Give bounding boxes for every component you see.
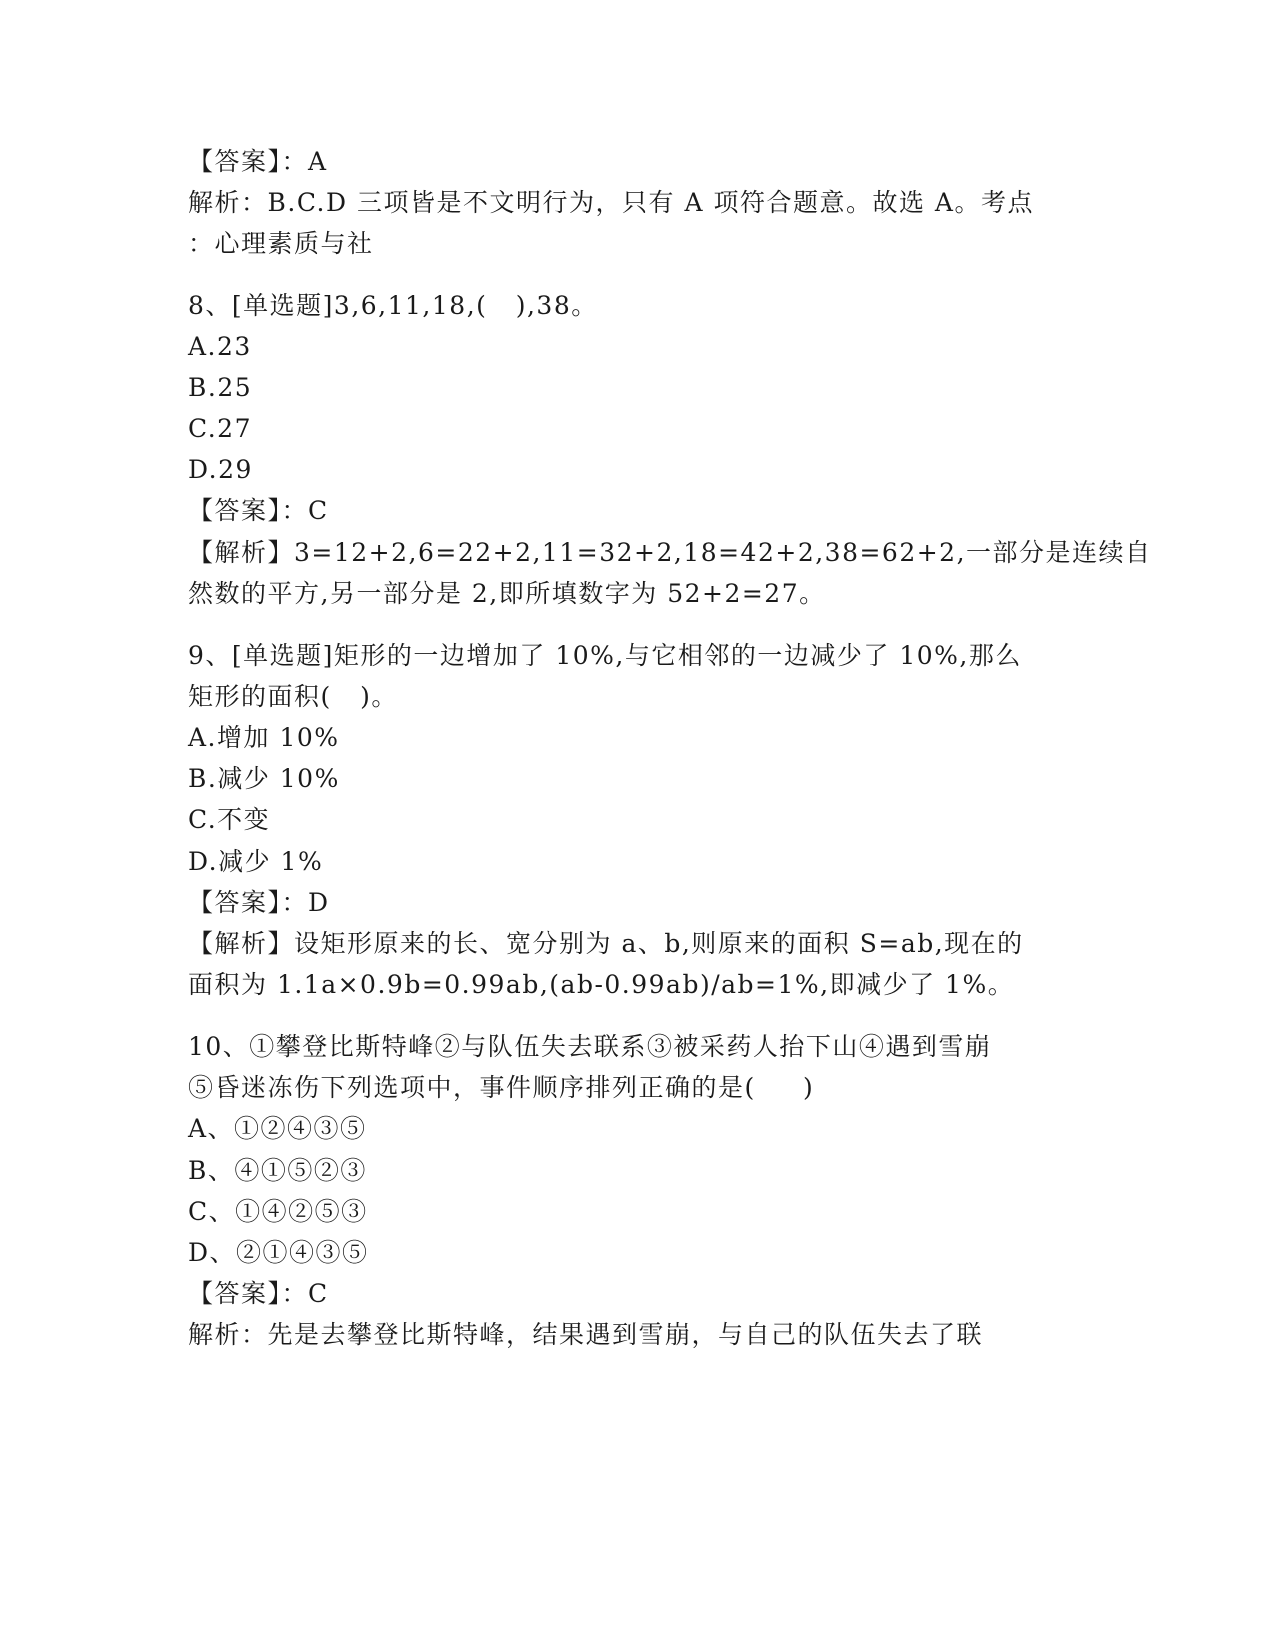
answer-q7: 【答案】：A [188, 147, 328, 176]
question-10-option-d: D、②①④③⑤ [188, 1238, 369, 1267]
question-9-stem-line2: 矩形的面积( )。 [188, 682, 398, 711]
question-8-stem: 8、[单选题]3,6,11,18,( ),38。 [188, 291, 598, 320]
analysis-q10-line1: 解析：先是去攀登比斯特峰，结果遇到雪崩，与自己的队伍失去了联 [188, 1320, 984, 1349]
question-8-option-b: B.25 [188, 373, 253, 402]
question-9-option-a: A.增加 10% [188, 723, 340, 752]
analysis-q9-line1: 【解析】设矩形原来的长、宽分别为 a、b,则原来的面积 S=ab,现在的 [188, 929, 1024, 958]
question-9-option-b: B.减少 10% [188, 764, 340, 793]
analysis-q7-line1: 解析：B.C.D 三项皆是不文明行为，只有 A 项符合题意。故选 A。考点 [188, 188, 1034, 217]
question-10-stem-line1: 10、①攀登比斯特峰②与队伍失去联系③被采药人抬下山④遇到雪崩 [188, 1032, 992, 1061]
question-8-option-c: C.27 [188, 414, 252, 443]
question-9-option-d: D.减少 1% [188, 847, 324, 876]
analysis-q8-line2: 然数的平方,另一部分是 2,即所填数字为 52+2=27。 [188, 579, 826, 608]
answer-q9: 【答案】：D [188, 888, 330, 917]
question-9-stem-line1: 9、[单选题]矩形的一边增加了 10%,与它相邻的一边减少了 10%,那么 [188, 641, 1022, 670]
question-8-option-a: A.23 [188, 332, 252, 361]
question-10-option-a: A、①②④③⑤ [188, 1114, 367, 1143]
analysis-q9-line2: 面积为 1.1a×0.9b=0.99ab,(ab-0.99ab)/ab=1%,即减少了 1%。 [188, 970, 1015, 999]
question-9-option-c: C.不变 [188, 805, 271, 834]
question-10-stem-line2: ⑤昏迷冻伤下列选项中，事件顺序排列正确的是( ) [188, 1073, 815, 1102]
analysis-q8-line1: 【解析】3=12+2,6=22+2,11=32+2,18=42+2,38=62+2,一部分是连续自 [188, 538, 1152, 567]
answer-q10: 【答案】：C [188, 1279, 329, 1308]
question-10-option-b: B、④①⑤②③ [188, 1156, 367, 1185]
analysis-q7-line2: ：心理素质与社 [188, 229, 374, 258]
question-8-option-d: D.29 [188, 455, 253, 484]
answer-q8: 【答案】：C [188, 496, 329, 525]
question-10-option-c: C、①④②⑤③ [188, 1197, 368, 1226]
